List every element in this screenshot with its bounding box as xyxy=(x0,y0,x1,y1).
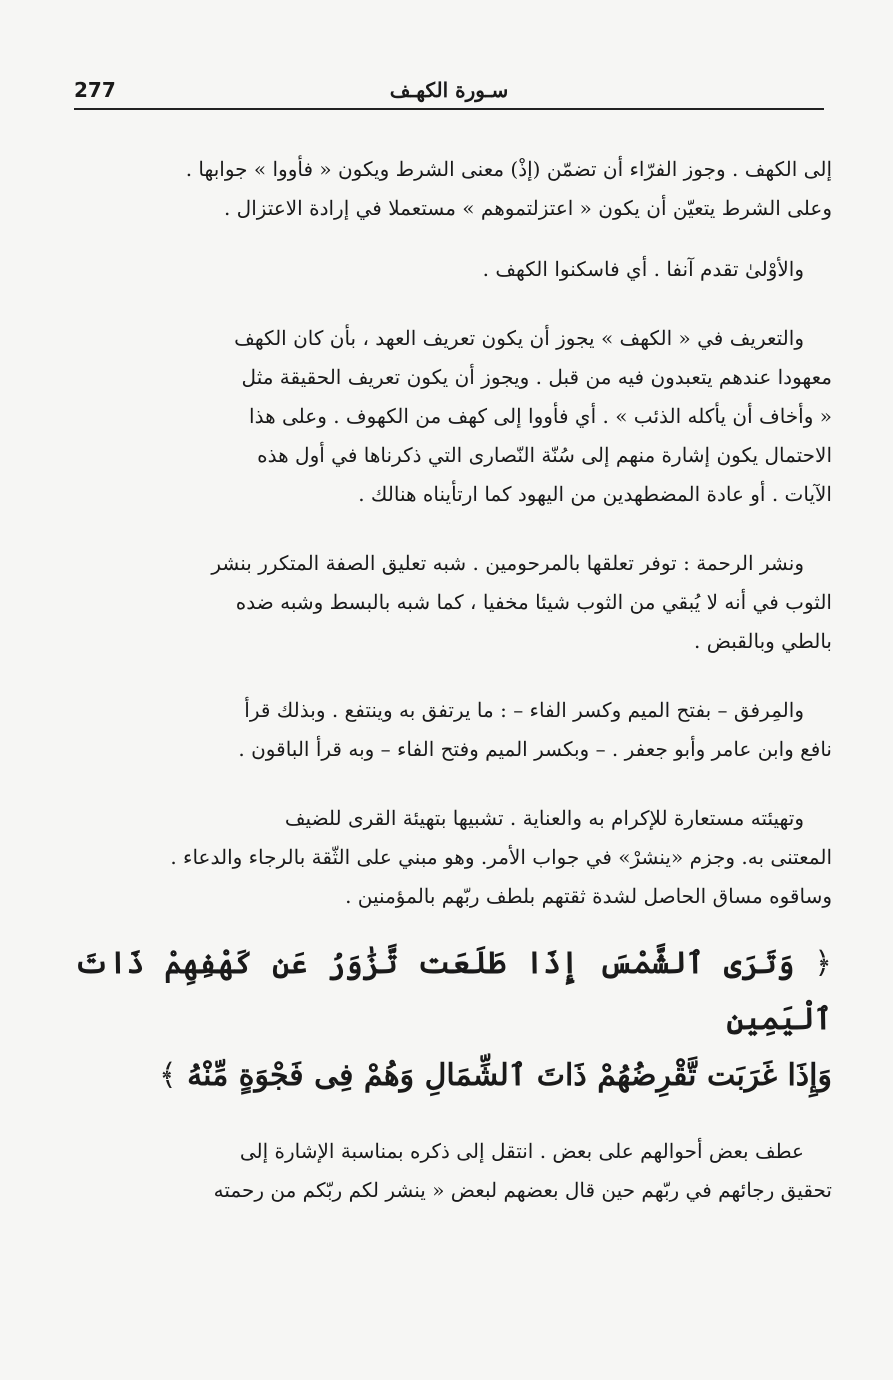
verse-line-1: وَتَرَى ٱلشَّمْسَ إِذَا طَلَعَت تَّزَٰوَرُ عَن كَهْفِهِمْ ذَاتَ ٱلْيَمِينِ xyxy=(74,946,832,1037)
paragraph-6 xyxy=(74,799,832,916)
surah-title: سـورة الكهـف xyxy=(389,78,509,102)
paragraph-2 xyxy=(74,250,832,289)
text-line: والأوْلىٰ تقدم آنفا . أي فاسكنوا الكهف . xyxy=(482,257,804,281)
text-line: والمِرفق – بفتح الميم وكسر الفاء – : ما يرتفق به وينتفع . وبذلك قرأ xyxy=(244,698,804,722)
text-line: إلى الكهف . وجوز الفرّاء أن تضمّن (إذْ) معنى الشرط ويكون « فأووا » جوابها . xyxy=(185,157,832,181)
verse-line-2: وَإِذَا غَرَبَت تَّقْرِضُهُمْ ذَاتَ ٱلشِّمَالِ وَهُمْ فِى فَجْوَةٍ مِّنْهُ xyxy=(187,1058,832,1093)
text-line: الآيات . أو عادة المضطهدين من اليهود كما ارتأيناه هنالك . xyxy=(358,482,832,506)
text-line: نافع وابن عامر وأبو جعفر . – وبكسر الميم وفتح الفاء – وبه قرأ الباقون . xyxy=(238,737,832,761)
text-line: عطف بعض أحوالهم على بعض . انتقل إلى ذكره بمناسبة الإشارة إلى xyxy=(239,1139,804,1163)
page-number: 277 xyxy=(74,78,116,102)
paragraph-1 xyxy=(74,150,832,228)
verse-open-bracket: ﴿ xyxy=(814,946,832,981)
paragraph-3 xyxy=(74,319,832,514)
text-line: وعلى الشرط يتعيّن أن يكون « اعتزلتموهم » مستعملا في إرادة الاعتزال . xyxy=(223,196,832,220)
page-header xyxy=(74,78,824,110)
header-divider xyxy=(74,108,824,110)
text-line: ونشر الرحمة : توفر تعلقها بالمرحومين . شبه تعليق الصفة المتكرر بنشر xyxy=(211,551,804,575)
text-line: معهودا عندهم يتعبدون فيه من قبل . ويجوز أن يكون تعريف الحقيقة مثل xyxy=(241,365,832,389)
text-line: الثوب في أنه لا يُبقي من الثوب شيئا مخفيا ، كما شبه بالبسط وشبه ضده xyxy=(235,590,832,614)
verse-close-bracket: ﴾ xyxy=(159,1058,177,1093)
closing-paragraph xyxy=(74,1132,832,1210)
text-line: تحقيق رجائهم في ربّهم حين قال بعضهم لبعض « ينشر لكم ربّكم من رحمته xyxy=(213,1178,832,1202)
quran-verse xyxy=(74,936,832,1104)
text-line: الاحتمال يكون إشارة منهم إلى سُنّة النّصارى التي ذكرناها في أول هذه xyxy=(257,443,832,467)
text-line: « وأخاف أن يأكله الذئب » . أي فأووا إلى كهف من الكهوف . وعلى هذا xyxy=(249,404,832,428)
text-line: والتعريف في « الكهف » يجوز أن يكون تعريف العهد ، بأن كان الكهف xyxy=(234,326,804,350)
text-line: المعتنى به. وجزم «ينشرْ» في جواب الأمر. وهو مبني على الثّقة بالرجاء والدعاء . xyxy=(170,845,832,869)
paragraph-4 xyxy=(74,544,832,661)
text-line: وتهيئته مستعارة للإكرام به والعناية . تشبيها بتهيئة القرى للضيف xyxy=(284,806,804,830)
commentary-body xyxy=(74,150,832,1210)
paragraph-5 xyxy=(74,691,832,769)
text-line: بالطي وبالقبض . xyxy=(694,629,832,653)
text-line: وساقوه مساق الحاصل لشدة ثقتهم بلطف ربّهم بالمؤمنين . xyxy=(345,884,832,908)
